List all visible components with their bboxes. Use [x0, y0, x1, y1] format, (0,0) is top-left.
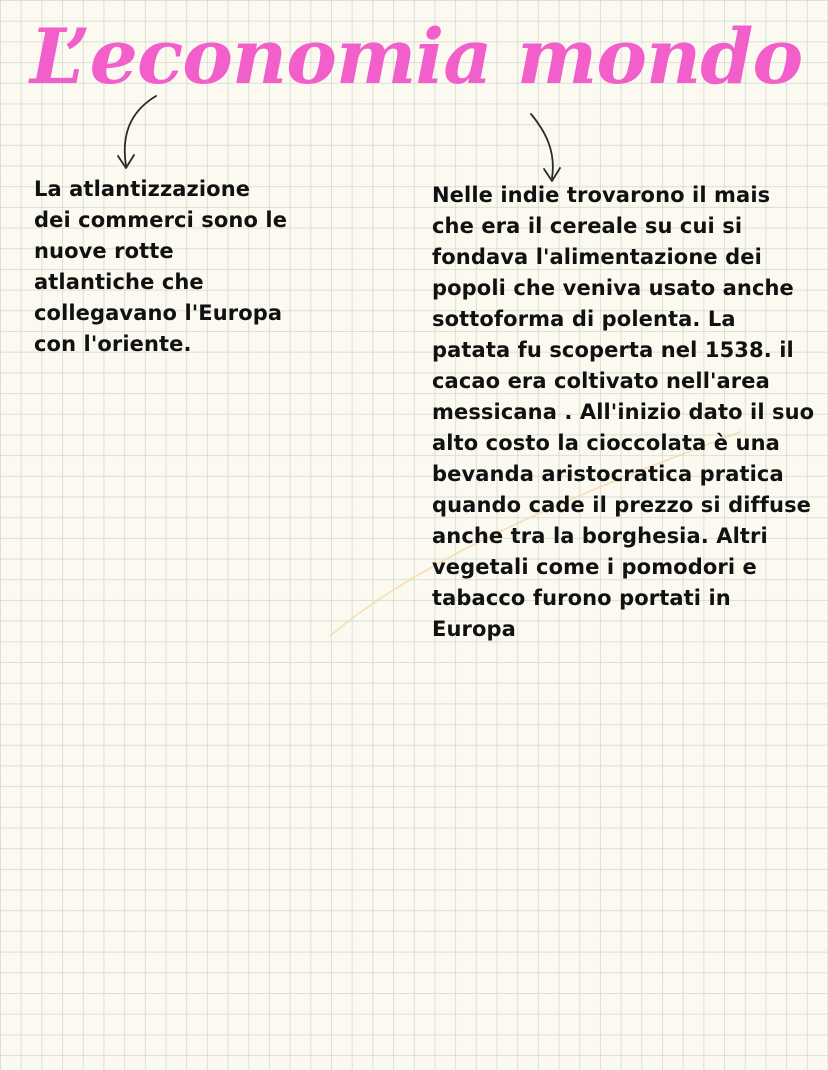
page-title: L’economia mondo [30, 12, 803, 101]
note-atlantizzazione: La atlantizzazione dei commerci sono le nuove rotte atlantiche che collegavano l'Europa con l'oriente. [34, 177, 288, 356]
curved-arrow-down-icon [531, 114, 560, 181]
note-prodotti-americani: Nelle indie trovarono il mais che era il cereale su cui si fondava l'alimentazione dei popoli che veniva usato anche sottoforma di polenta. La patata fu scoperta nel 1538. il cacao era coltivato nell'area messicana . All'inizio dato il suo alto costo la cioccolata è una bevanda aristocratica pratica quando cade il prezzo si diffuse anche tra la borghesia. Altri vegetali come i pomodori e tabacco furono portati in Europa [432, 183, 815, 641]
